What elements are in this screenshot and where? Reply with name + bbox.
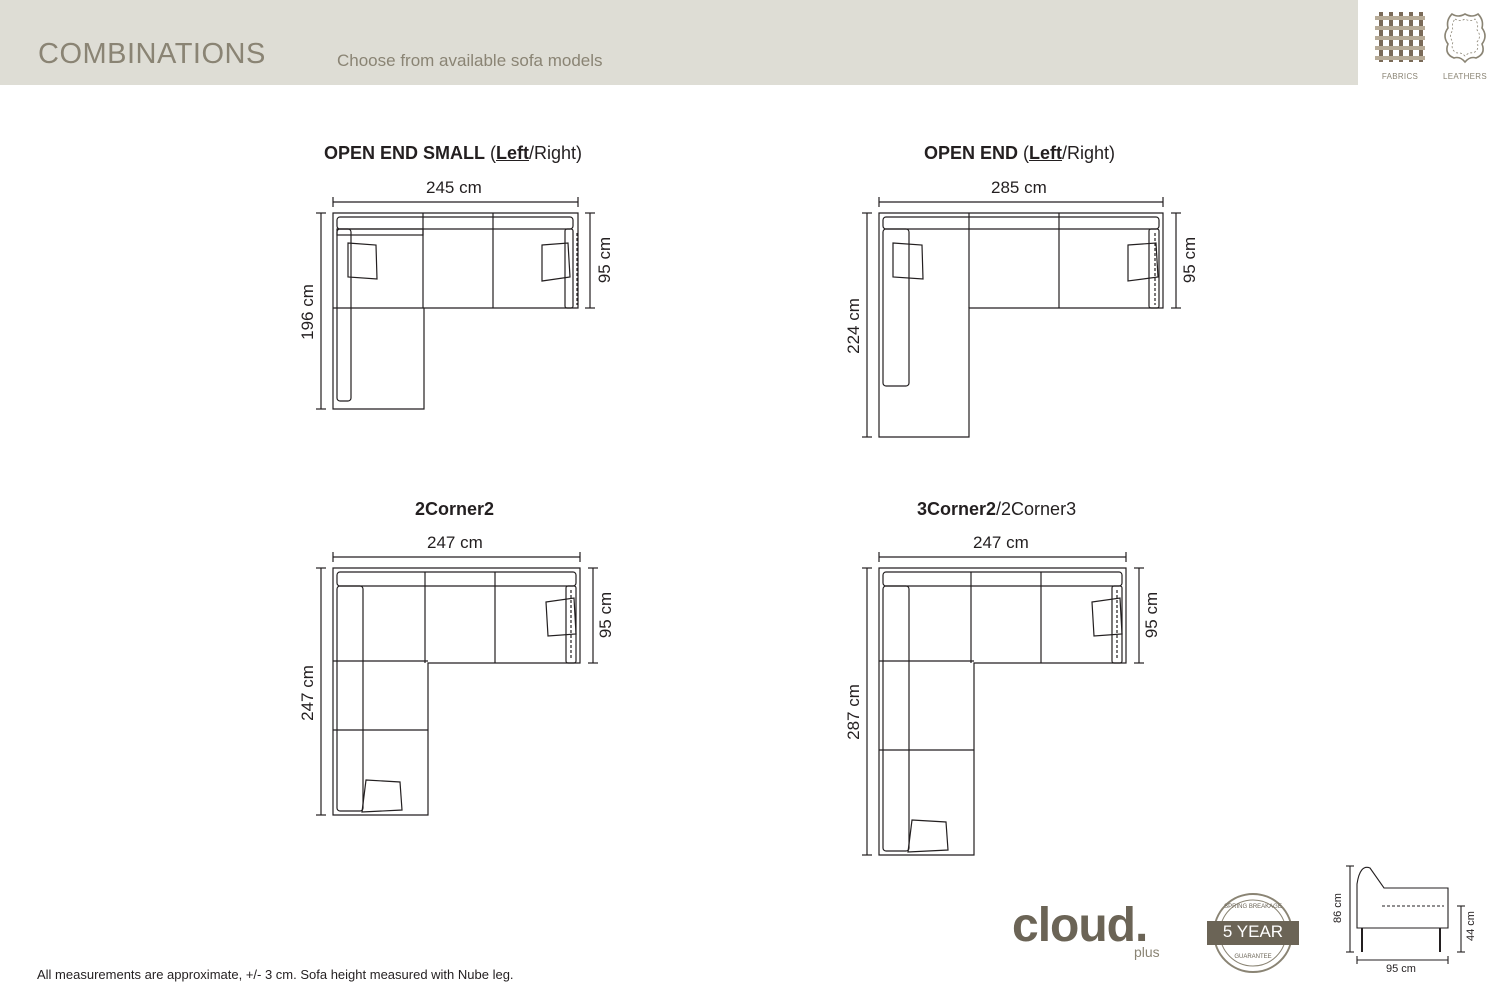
page-header [0,0,1358,85]
width-dimension: 285 cm [991,178,1047,197]
sofa-side-view-icon [1340,858,1480,968]
fabrics-swatch[interactable] [1370,10,1430,82]
variant-other: /Right) [1062,143,1116,163]
badge-main-text: 5 YEAR [1222,922,1284,941]
model-name: 3Corner2 [917,499,997,519]
paren: ( [1018,143,1030,163]
depth-dimension: 95 cm [595,236,614,284]
model-title-3corner2 [917,499,1076,520]
depth-dimension: 95 cm [1180,236,1199,284]
leathers-label: LEATHERS [1442,72,1488,81]
variant-other: /Right) [529,143,583,163]
width-dimension: 245 cm [426,178,482,197]
badge-top-text: SPRING BREAKAGE [1224,904,1282,910]
leathers-swatch[interactable] [1435,10,1495,82]
leather-hide-icon [1438,10,1492,64]
model-title-open-end-small [324,143,582,164]
sofa-plan-2corner2 [310,550,620,830]
side-seat-height-dimension: 44 cm [1465,911,1477,941]
side-height-dimension: 86 cm [1332,893,1344,923]
width-dimension: 247 cm [427,533,483,552]
fabric-weave-icon [1373,10,1427,64]
depth-dimension: 95 cm [1142,591,1161,639]
variant-selected: Left [1029,143,1063,163]
length-dimension: 247 cm [298,665,317,721]
model-name: OPEN END [924,143,1019,163]
cloud-plus-logo [1012,898,1182,968]
length-dimension: 224 cm [844,298,863,354]
variant-selected: Left [496,143,530,163]
sofa-plan-3corner2 [856,550,1166,870]
side-depth-dimension: 95 cm [1386,963,1416,975]
measurement-footnote: All measurements are approximate, +/- 3 cm. Sofa height measured with Nube leg. [37,967,514,982]
model-title-2corner2 [415,499,494,520]
page-title: COMBINATIONS [38,38,266,70]
logo-text: cloud. [1012,899,1148,952]
model-name: 2Corner2 [415,499,495,519]
guarantee-badge [1205,892,1301,974]
fabrics-label: FABRICS [1381,72,1419,81]
sofa-plan-open-end-small [310,195,610,425]
width-dimension: 247 cm [973,533,1029,552]
length-dimension: 287 cm [844,684,863,740]
depth-dimension: 95 cm [596,591,615,639]
page-subtitle: Choose from available sofa models [337,51,603,70]
model-title-open-end [924,143,1115,164]
badge-bottom-text: GUARANTEE [1234,954,1272,960]
model-name: OPEN END SMALL [324,143,486,163]
logo-sub-text: plus [1134,944,1160,960]
paren: ( [485,143,497,163]
sofa-plan-open-end [856,195,1186,445]
length-dimension: 196 cm [298,284,317,340]
variant-other: /2Corner3 [996,499,1077,519]
